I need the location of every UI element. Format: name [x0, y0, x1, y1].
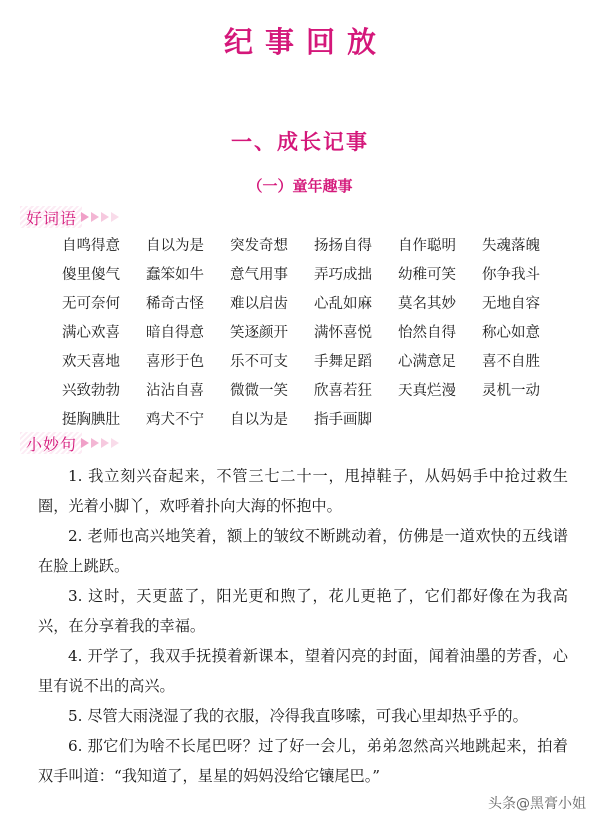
word-item: 手舞足蹈: [314, 354, 372, 370]
word-item: 兴致勃勃: [62, 383, 120, 399]
sentence-item: 3. 这时，天更蓝了，阳光更和煦了，花儿更艳了，它们都好像在为我高兴，在分享着我的幸福。: [38, 587, 568, 635]
word-item: 喜不自胜: [482, 354, 540, 370]
word-item: 称心如意: [482, 325, 540, 341]
word-item: 微微一笑: [230, 383, 288, 399]
chapter-title: 一、成长记事: [231, 130, 369, 154]
sentence-item: 5. 尽管大雨浇湿了我的衣服，冷得我直哆嗦，可我心里却热乎乎的。: [68, 707, 528, 725]
word-item: 暗自得意: [146, 325, 204, 341]
page-title: 纪事回放: [223, 25, 388, 59]
word-item: 喜形于色: [146, 354, 204, 370]
sentence-item: 4. 开学了，我双手抚摸着新课本，望着闪亮的封面，闻着油墨的芳香，心里有说不出的高兴。: [38, 647, 568, 695]
word-item: 幼稚可笑: [398, 267, 456, 283]
section-title: （一）童年趣事: [247, 177, 353, 195]
arrow-decoration-icon: [81, 438, 121, 448]
word-item: 蠢笨如牛: [146, 267, 204, 283]
word-item: 笑逐颜开: [230, 325, 288, 341]
word-item: 欣喜若狂: [314, 383, 372, 399]
sentence-item: 1. 我立刻兴奋起来，不管三七二十一，甩掉鞋子，从妈妈手中抢过救生圈，光着小脚丫，欢呼着扑向大海的怀抱中。: [38, 467, 568, 515]
word-item: 灵机一动: [482, 383, 540, 399]
word-item: 挺胸腆肚: [62, 412, 120, 428]
word-item: 莫名其妙: [398, 296, 456, 312]
word-item: 弄巧成拙: [314, 267, 372, 283]
good-words-list: [62, 236, 562, 439]
sentence-item: 2. 老师也高兴地笑着，额上的皱纹不断跳动着，仿佛是一道欢快的五线谱在脸上跳跃。: [38, 527, 568, 575]
word-item: 乐不可支: [230, 354, 288, 370]
word-item: 沾沾自喜: [146, 383, 204, 399]
word-item: 你争我斗: [482, 267, 540, 283]
word-item: 意气用事: [230, 267, 288, 283]
word-item: 稀奇古怪: [146, 296, 204, 312]
good-words-tag: [24, 206, 121, 228]
word-item: 满心欢喜: [62, 325, 120, 341]
word-item: 扬扬自得: [314, 238, 372, 254]
word-item: 怡然自得: [398, 325, 456, 341]
word-item: 自作聪明: [398, 238, 456, 254]
good-words-label: 好词语: [26, 208, 78, 228]
word-item: 失魂落魄: [482, 238, 540, 254]
word-item: 突发奇想: [230, 238, 288, 254]
word-item: 欢天喜地: [62, 354, 120, 370]
watermark: 头条@黑膏小姐: [488, 796, 586, 812]
word-item: 满怀喜悦: [314, 325, 372, 341]
word-item: 无可奈何: [62, 296, 120, 312]
sentence-item: 6. 那它们为啥不长尾巴呀？过了好一会儿，弟弟忽然高兴地跳起来，拍着双手叫道：“我知道了，星星的妈妈没给它镶尾巴。”: [38, 737, 568, 785]
word-item: 天真烂漫: [398, 383, 456, 399]
word-item: 难以启齿: [230, 296, 288, 312]
word-item: 心满意足: [398, 354, 456, 370]
word-item: 自以为是: [230, 412, 288, 428]
word-item: 自以为是: [146, 238, 204, 254]
word-item: 自鸣得意: [62, 238, 120, 254]
word-item: 心乱如麻: [314, 296, 372, 312]
word-item: 指手画脚: [314, 412, 372, 428]
good-sentences-label: 小妙句: [26, 434, 78, 454]
good-sentences-tag: [24, 432, 121, 454]
word-item: 傻里傻气: [62, 267, 120, 283]
word-item: 无地自容: [482, 296, 540, 312]
word-item: 鸡犬不宁: [146, 412, 204, 428]
arrow-decoration-icon: [81, 212, 121, 222]
good-sentences-list: [38, 461, 568, 791]
